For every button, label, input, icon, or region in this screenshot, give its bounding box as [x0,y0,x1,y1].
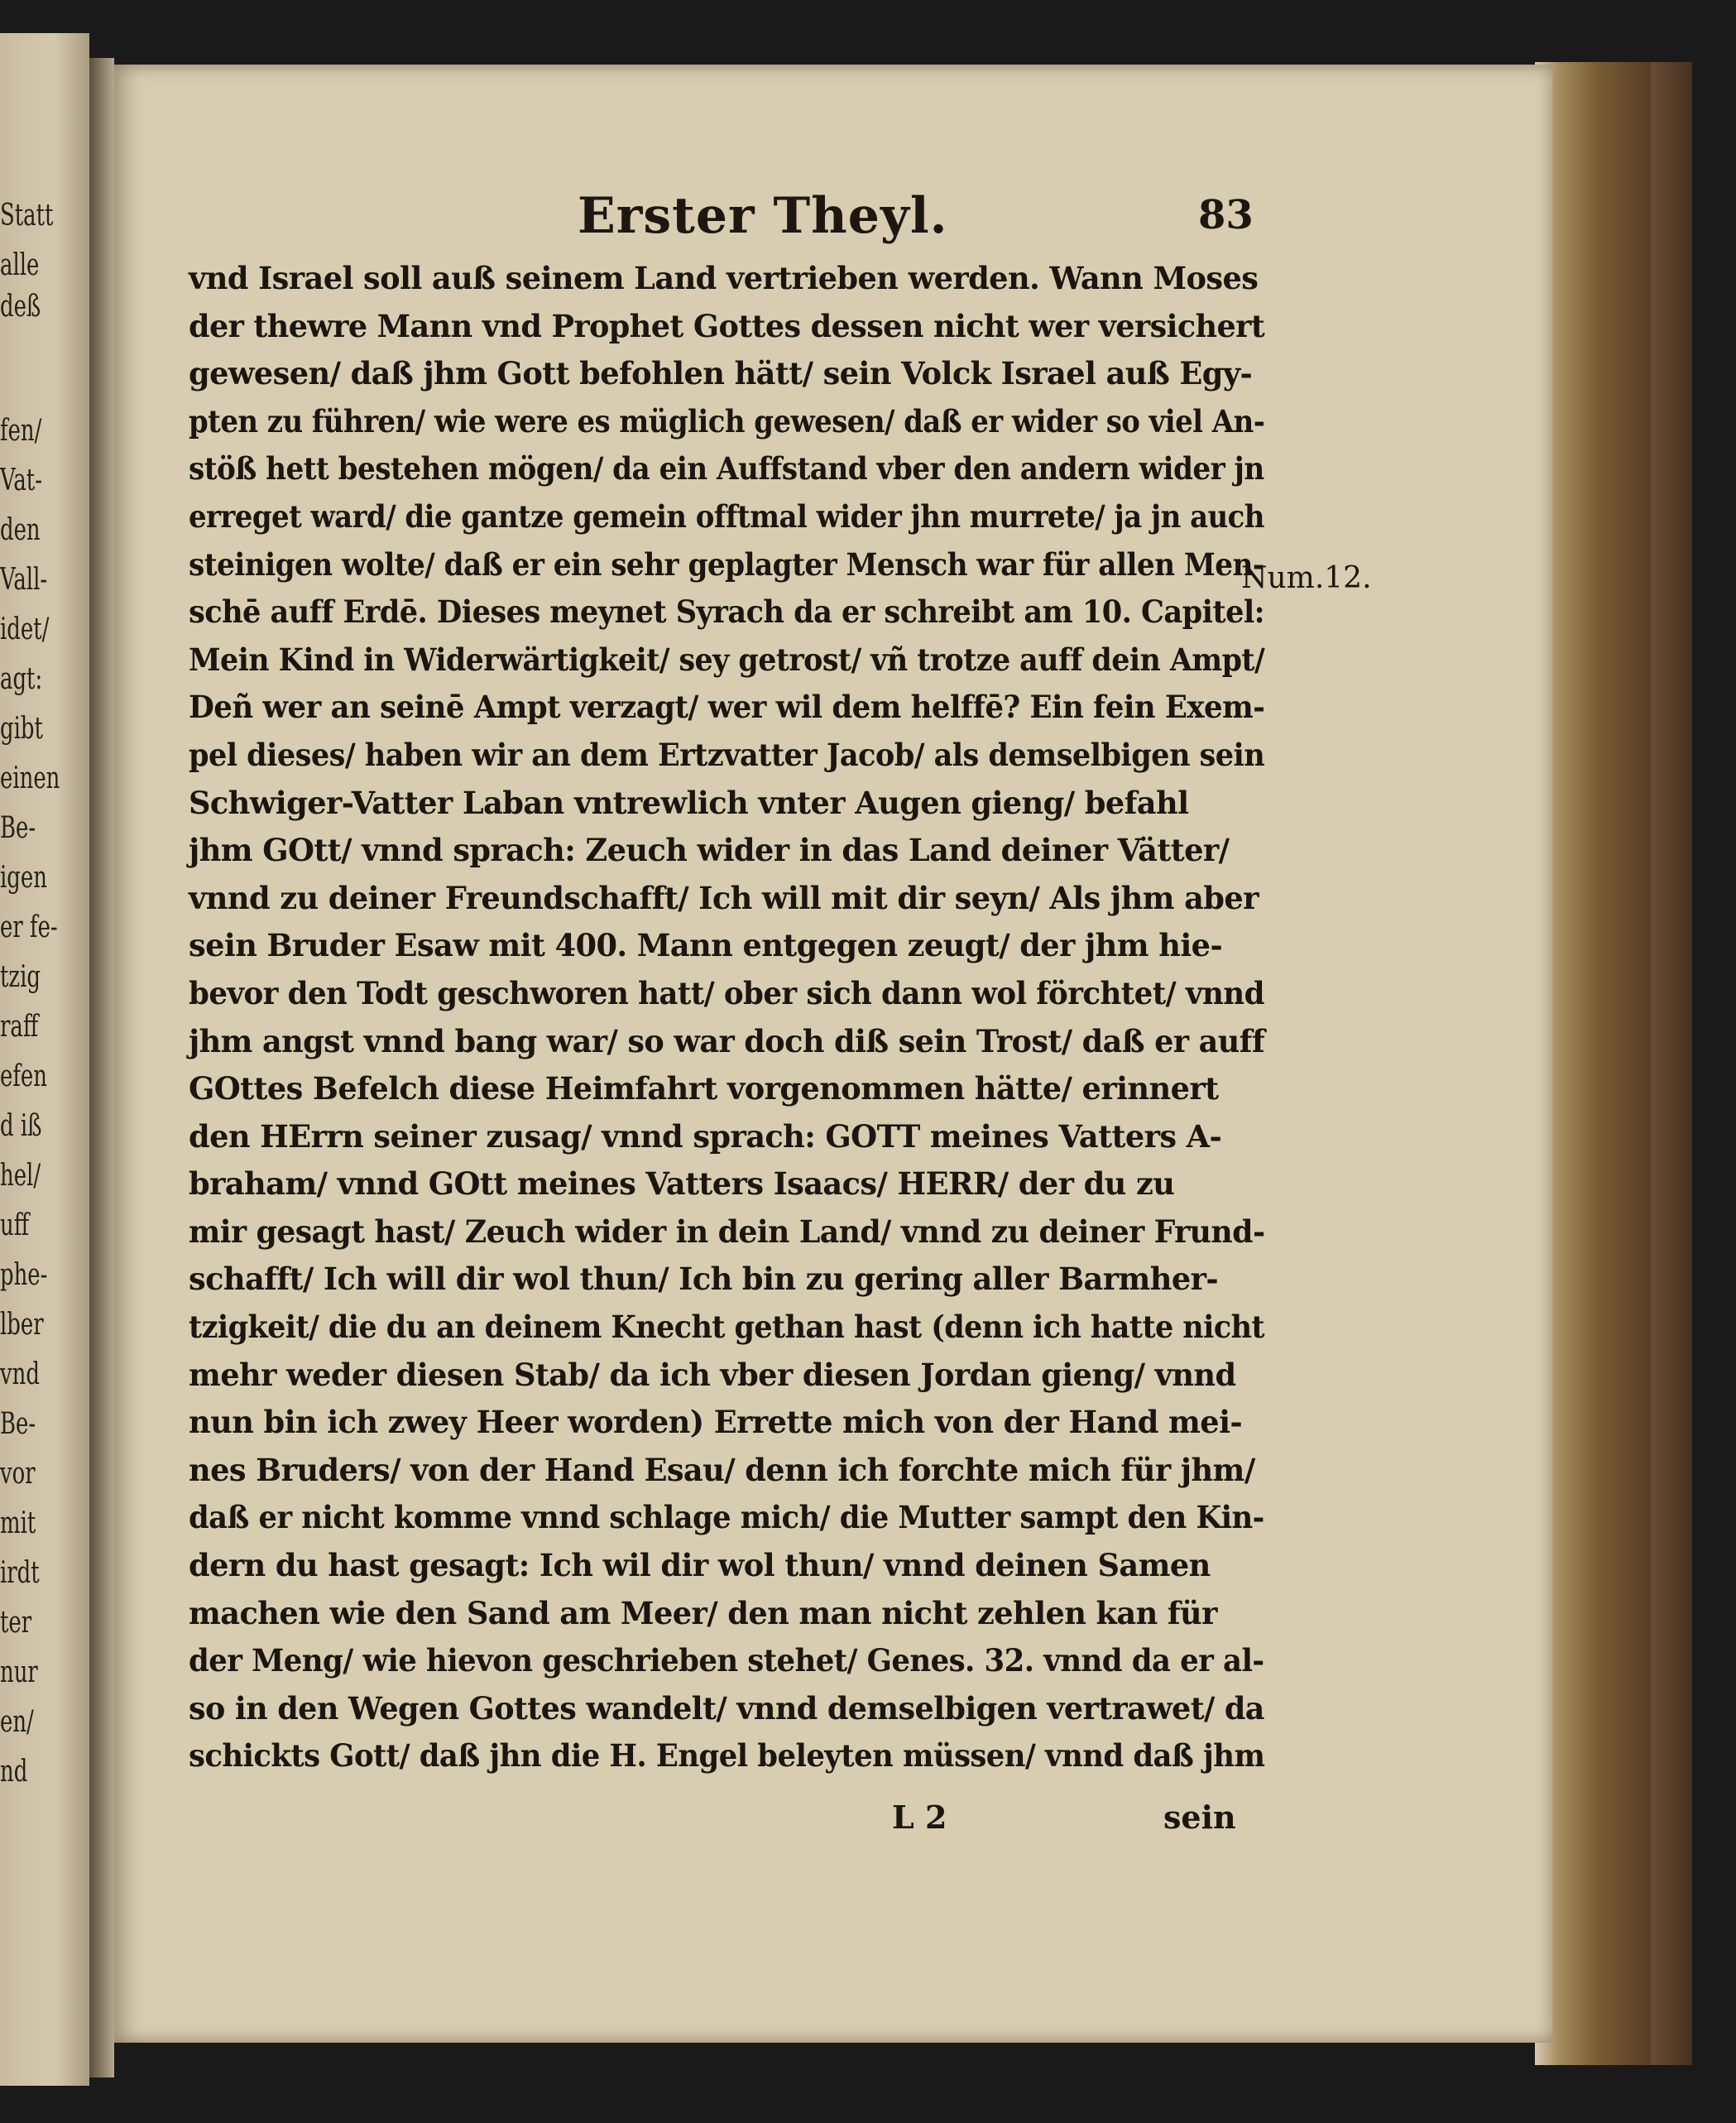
text-line: sein Bruder Esaw mit 400. Mann entgegen zeugt/ der jhm hie- [189,927,1223,964]
facing-page-fragment: idet/ [0,612,50,646]
facing-page-fragment: igen [0,861,47,895]
text-line: schickts Gott/ daß jhn die H. Engel beleyten müssen/ vnnd daß jhm [189,1737,1265,1775]
text-line: vnd Israel soll auß seinem Land vertrieben werden. Wann Moses [189,260,1259,296]
body-text [189,255,1273,1780]
text-line: mehr weder diesen Stab/ da ich vber diesen Jordan gieng/ vnnd [189,1356,1236,1393]
text-line: Deñ wer an seinē Ampt verzagt/ wer wil dem helffē? Ein fein Exem- [189,689,1265,726]
text-line: der Meng/ wie hievon geschrieben stehet/ Genes. 32. vnnd da er al- [189,1642,1264,1679]
facing-page-fragment: efen [0,1059,47,1093]
facing-page-fragment: alle [0,248,40,282]
facing-page-fragment: uff [0,1208,30,1242]
book-gutter [89,58,114,2077]
page-number: 83 [1198,192,1254,238]
text-line: machen wie den Sand am Meer/ den man nicht zehlen kan für [189,1594,1217,1631]
text-line: bevor den Todt geschworen hatt/ ober sich dann wol förchtet/ vnnd [189,974,1264,1011]
facing-page-fragment: lber [0,1308,44,1342]
signature-mark: L 2 [892,1799,947,1836]
text-line: pten zu führen/ wie were es müglich gewesen/ daß er wider so viel An- [189,402,1265,439]
facing-page-fragment: deß [0,290,41,324]
running-title: Erster Theyl. [578,187,948,245]
text-line: schafft/ Ich will dir wol thun/ Ich bin zu gering aller Barmher- [189,1261,1218,1298]
facing-page-fragment: tzig [0,960,41,994]
facing-page-fragment: raff [0,1010,39,1044]
facing-page-fragment: agt: [0,662,43,696]
facing-page-edge [0,33,89,2086]
text-line: pel dieses/ haben wir an dem Ertzvatter Jacob/ als demselbigen sein [189,736,1265,773]
facing-page-fragment: Vat- [0,464,42,497]
text-line: erreget ward/ die gantze gemein offtmal wider jhn murrete/ ja jn auch [189,497,1264,535]
facing-page-fragment: fen/ [0,414,42,448]
catchword: sein [1163,1799,1236,1836]
text-line: nes Bruders/ von der Hand Esau/ denn ich forchte mich für jhm/ [189,1451,1255,1488]
facing-page-fragment: ter [0,1606,32,1640]
facing-page-fragment: den [0,513,41,547]
text-line: daß er nicht komme vnnd schlage mich/ die Mutter sampt den Kin- [189,1499,1264,1536]
text-line: dern du hast gesagt: Ich wil dir wol thun/ vnnd deinen Samen [189,1547,1211,1584]
facing-page-fragment: Vall- [0,563,48,597]
facing-page-fragment: Be- [0,811,36,845]
text-line: tzigkeit/ die du an deinem Knecht gethan hast (denn ich hatte nicht [189,1309,1265,1346]
text-line: schē auff Erdē. Dieses meynet Syrach da er schreibt am 10. Capitel: [189,593,1265,631]
facing-page-fragment: en/ [0,1705,34,1739]
text-line: jhm angst vnnd bang war/ so war doch diß sein Trost/ daß er auff [189,1022,1265,1059]
marginal-note: Num.12. [1241,561,1372,595]
book-page [114,65,1552,2043]
text-line: so in den Wegen Gottes wandelt/ vnnd demselbigen vertrawet/ da [189,1689,1264,1727]
facing-page-fragment: vnd [0,1357,40,1391]
facing-page-fragment: vor [0,1457,36,1491]
text-line: den HErrn seiner zusag/ vnnd sprach: GOTT meines Vatters A- [189,1117,1222,1155]
text-line: GOttes Befelch diese Heimfahrt vorgenommen hätte/ erinnert [189,1070,1219,1107]
facing-page-fragment: hel/ [0,1159,41,1193]
text-line: vnnd zu deiner Freundschafft/ Ich will mit dir seyn/ Als jhm aber [189,879,1259,916]
book-fore-edge [1535,62,1692,2065]
page-footer [114,1799,1552,1848]
facing-page-fragment: er fe- [0,910,58,944]
facing-page-fragment: Statt [0,199,54,233]
facing-page-fragment: einen [0,761,60,795]
text-line: Mein Kind in Widerwärtigkeit/ sey getrost/ vñ trotze auff dein Ampt/ [189,641,1265,678]
facing-page-fragment: gibt [0,712,43,746]
facing-page-fragment: Be- [0,1407,36,1441]
text-line: nun bin ich zwey Heer worden) Errette mich von der Hand mei- [189,1404,1243,1441]
facing-page-fragment: d iß [0,1109,42,1143]
text-line: der thewre Mann vnd Prophet Gottes dessen nicht wer versichert [189,307,1265,344]
text-line: steinigen wolte/ daß er ein sehr geplagter Mensch war für allen Men- [189,545,1264,583]
facing-page-fragment: mit [0,1506,36,1540]
text-line: stöß hett bestehen mögen/ da ein Auffstand vber den andern wider jn [189,450,1264,488]
text-line: gewesen/ daß jhm Gott befohlen hätt/ sein Volck Israel auß Egy- [189,355,1253,392]
facing-page-fragment: phe- [0,1258,48,1292]
text-line: jhm GOtt/ vnnd sprach: Zeuch wider in das Land deiner Vätter/ [189,832,1230,869]
facing-page-fragment: nur [0,1655,38,1689]
text-line: mir gesagt hast/ Zeuch wider in dein Land/ vnnd zu deiner Frund- [189,1213,1265,1250]
text-line: braham/ vnnd GOtt meines Vatters Isaacs/ HERR/ der du zu [189,1165,1175,1203]
page-header [114,187,1552,253]
facing-page-fragment: irdt [0,1556,40,1590]
facing-page-fragment: nd [0,1755,28,1789]
text-line: Schwiger-Vatter Laban vntrewlich vnter Augen gieng/ befahl [189,784,1189,821]
